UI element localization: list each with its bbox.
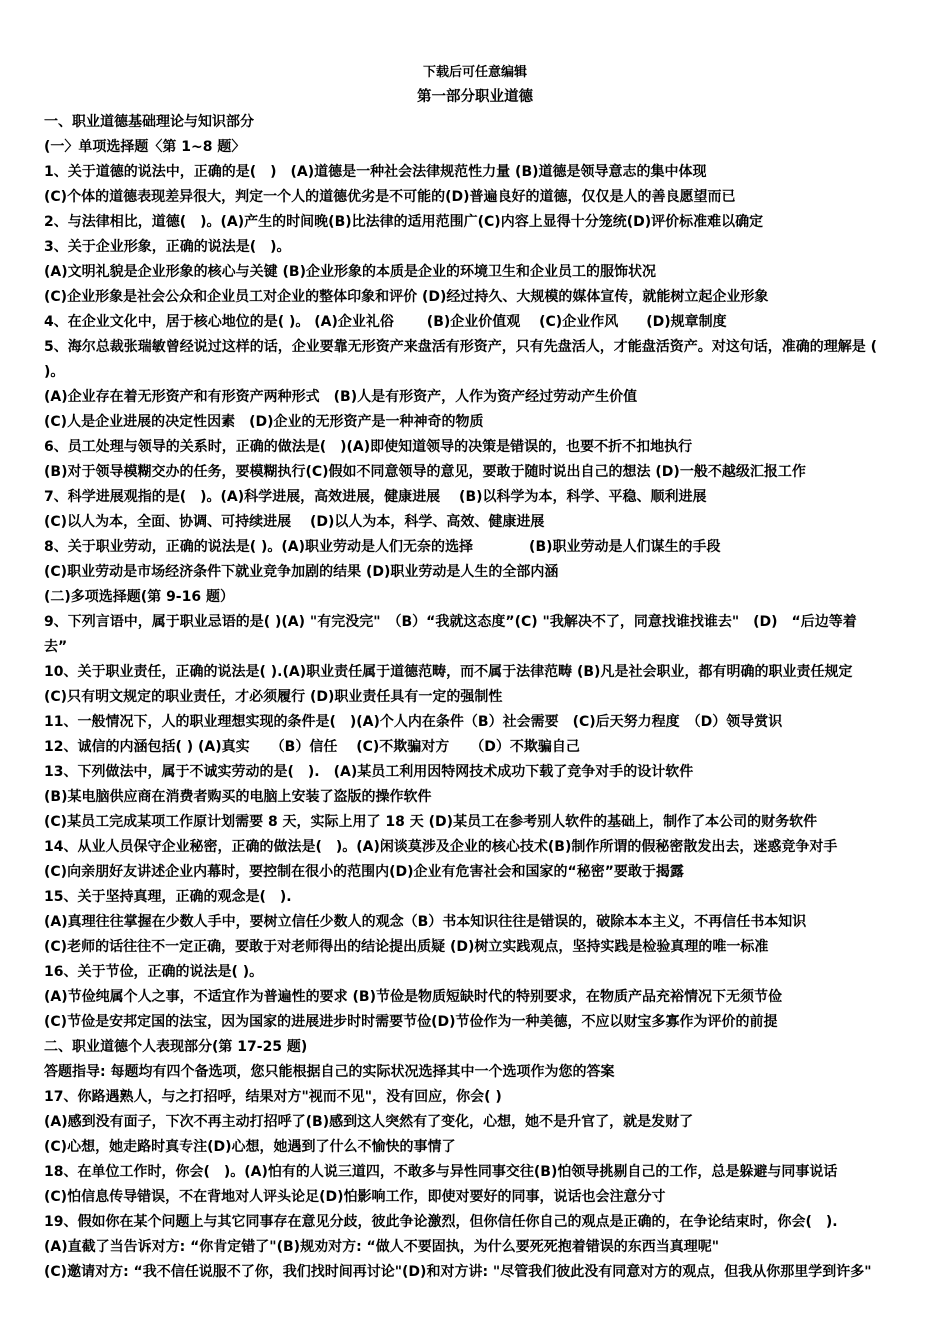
text-line: (C)人是企业进展的决定性因素 (D)企业的无形资产是一种神奇的物质 [44,414,484,430]
text-line: 19、假如你在某个问题上与其它同事存在意见分歧，彼此争论激烈，但你信任你自己的观点是正确的，在争论结束时，你会( ). [44,1214,838,1230]
text-line: (C)个体的道德表现差异很大，判定一个人的道德优劣是不可能的(D)普遍良好的道德，仅仅是人的善良愿望而已 [44,189,736,205]
text-line: 18、在单位工作时，你会( )。(A)怕有的人说三道四，不敢多与异性同事交往(B)怕领导挑剔自己的工作，总是躲避与同事说话 [44,1164,838,1180]
text-line: 6、员工处理与领导的关系时，正确的做法是( )(A)即使知道领导的决策是错误的，也要不折不扣地执行 [44,439,693,455]
text-line: (A)节俭纯属个人之事，不适宜作为普遍性的要求 (B)节俭是物质短缺时代的特别要求，在物质产品充裕情况下无须节俭 [44,989,782,1005]
text-line: (A)感到没有面子，下次不再主动打招呼了(B)感到这人突然有了变化，心想，她不是升官了，就是发财了 [44,1114,694,1130]
text-line: (C)邀请对方: “我不信任说服不了你，我们找时间再讨论"(D)和对方讲: "尽管我们彼此没有同意对方的观点，但我从你那里学到许多" [44,1264,872,1280]
text-line: 一、职业道德基础理论与知识部分 [44,114,254,130]
text-line: (C)向亲朋好友讲述企业内幕时，要控制在很小的范围内(D)企业有危害社会和国家的“秘密”要敢于揭露 [44,864,684,880]
text-line: (A)文明礼貌是企业形象的核心与关键 (B)企业形象的本质是企业的环境卫生和企业员工的服饰状况 [44,264,656,280]
text-line: 2、与法律相比，道德( )。(A)产生的时间晚(B)比法律的适用范围广(C)内容上显得十分笼统(D)评价标准难以确定 [44,214,764,230]
text-line: (C)只有明文规定的职业责任，才必须履行 (D)职业责任具有一定的强制性 [44,689,503,705]
text-line: 答题指导: 每题均有四个备选项，您只能根据自己的实际状况选择其中一个选项作为您的答案 [44,1064,615,1080]
text-line: (一〉单项选择题〈第 1~8 题〉 [44,139,246,155]
text-line: 3、关于企业形象，正确的说法是( )。 [44,239,291,255]
text-line: (A)真理往往掌握在少数人手中，要树立信任少数人的观念（B）书本知识往往是错误的，破除本本主义，不再信任书本知识 [44,914,807,930]
text-line: 17、你路遇熟人，与之打招呼，结果对方"视而不见"，没有回应，你会( ) [44,1089,502,1105]
text-line: (C)企业形象是社会公众和企业员工对企业的整体印象和评价 (D)经过持久、大规模的媒体宣传，就能树立起企业形象 [44,289,769,305]
text-line: (B)某电脑供应商在消费者购买的电脑上安装了盗版的操作软件 [44,789,432,805]
text-line: )。 [44,364,65,380]
text-line: 去” [44,639,68,655]
text-line: 8、关于职业劳动，正确的说法是( )。(A)职业劳动是人们无奈的选择 (B)职业劳动是人们谋生的手段 [44,539,721,555]
text-line: 5、海尔总裁张瑞敏曾经说过这样的话，企业要靠无形资产来盘活有形资产，只有先盘活人，才能盘活资产。对这句话，准确的理解是 ( [44,339,878,355]
text-line: 16、关于节俭，正确的说法是( )。 [44,964,264,980]
text-line: (C)以人为本，全面、协调、可持续进展 (D)以人为本，科学、高效、健康进展 [44,514,545,530]
text-line: (C)节俭是安邦定国的法宝，因为国家的进展进步时时需要节俭(D)节俭作为一种美德，不应以财宝多寡作为评价的前提 [44,1014,778,1030]
text-line: 15、关于坚持真理，正确的观念是( ). [44,889,292,905]
text-line: 7、科学进展观指的是( )。(A)科学进展，高效进展，健康进展 (B)以科学为本，科学、平稳、顺利进展 [44,489,707,505]
text-line: (C)心想，她走路时真专注(D)心想，她遇到了什么不愉快的事情了 [44,1139,456,1155]
text-line: 13、下列做法中，属于不诚实劳动的是( ). (A)某员工利用因特网技术成功下载了竞争对手的设计软件 [44,764,694,780]
text-line: 10、关于职业责任，正确的说法是( ).(A)职业责任属于道德范畴，而不属于法律范畴 (B)凡是社会职业，都有明确的职业责任规定 [44,664,853,680]
document-body [44,110,914,1285]
text-line: (C)职业劳动是市场经济条件下就业竞争加剧的结果 (D)职业劳动是人生的全部内涵 [44,564,559,580]
text-line: 9、下列言语中，属于职业忌语的是( )(A) "有完没完" （B）“我就这态度”(C) "我解决不了，同意找谁找谁去" (D) “后边等着 [44,614,857,630]
text-line: (A)直截了当告诉对方: “你肯定错了"(B)规劝对方: “做人不要固执，为什么要死死抱着错误的东西当真理呢" [44,1239,720,1255]
text-line: (二)多项选择题(第 9-16 题） [44,589,234,605]
text-line: 二、职业道德个人表现部分(第 17-25 题) [44,1039,308,1055]
text-line: (C)怕信息传导错误，不在背地对人评头论足(D)怕影响工作，即使对要好的同事，说话也会注意分寸 [44,1189,666,1205]
text-line: 4、在企业文化中，居于核心地位的是( )。 (A)企业礼俗 (B)企业价值观 (C)企业作风 (D)规章制度 [44,314,727,330]
text-line: 1、关于道德的说法中，正确的是( ) (A)道德是一种社会法律规范性力量 (B)道德是领导意志的集中体现 [44,164,707,180]
text-line: 12、诚信的内涵包括( ) (A)真实 （B）信任 (C)不欺骗对方 （D）不欺骗自己 [44,739,580,755]
text-line: 11、一般情况下，人的职业理想实现的条件是( )(A)个人内在条件（B）社会需要 (C)后天努力程度 （D）领导赏识 [44,714,783,730]
document-title: 第一部分职业道德 [417,89,533,105]
text-line: (C)老师的话往往不一定正确，要敢于对老师得出的结论提出质疑 (D)树立实践观点，坚持实践是检验真理的唯一标准 [44,939,769,955]
text-line: (C)某员工完成某项工作原计划需要 8 天，实际上用了 18 天 (D)某员工在参考别人软件的基础上，制作了本公司的财务软件 [44,814,818,830]
document-header: 下载后可任意编辑 [422,65,527,80]
text-line: (B)对于领导模糊交办的任务，要模糊执行(C)假如不同意领导的意见，要敢于随时说出自己的想法 (D)一般不越级汇报工作 [44,464,806,480]
text-line: (A)企业存在着无形资产和有形资产两种形式 (B)人是有形资产，人作为资产经过劳动产生价值 [44,389,638,405]
text-line: 14、从业人员保守企业秘密，正确的做法是( )。(A)闲谈莫涉及企业的核心技术(B)制作所谓的假秘密散发出去，迷惑竞争对手 [44,839,838,855]
